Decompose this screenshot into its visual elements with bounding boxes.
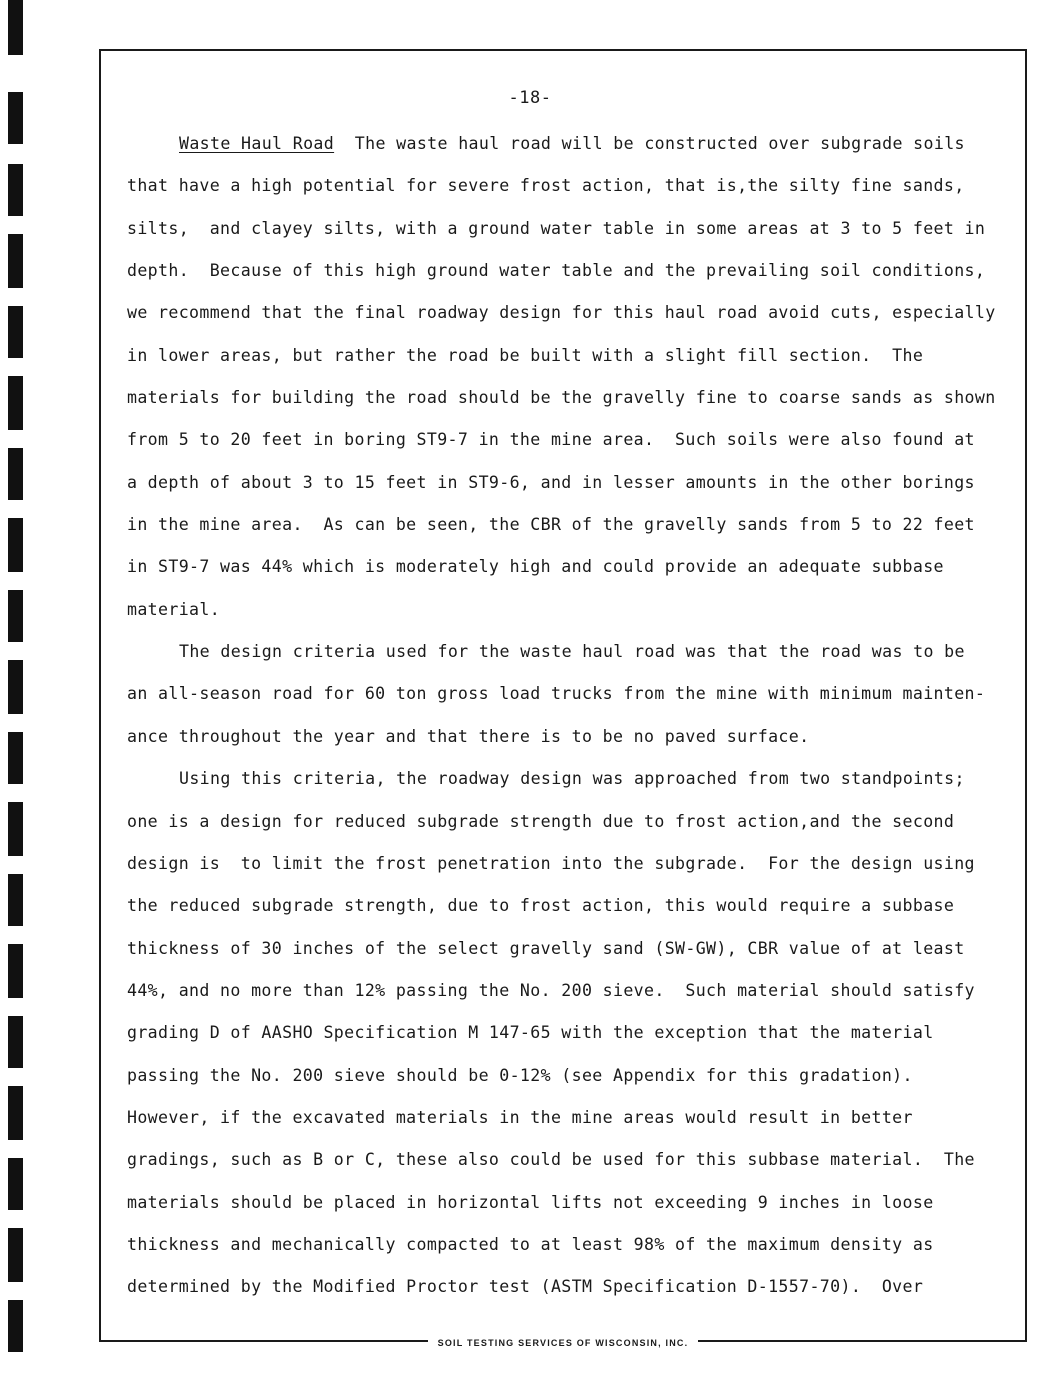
text-line: an all-season road for 60 ton gross load trucks from the mine with minimum mainten- [127, 684, 986, 704]
text-line: depth. Because of this high ground water table and the prevailing soil conditions, [127, 261, 986, 281]
binding-mark [8, 1158, 23, 1210]
binding-mark [8, 0, 23, 55]
text-line: materials for building the road should be the gravelly fine to coarse sands as shown [127, 388, 996, 408]
binding-mark [8, 1016, 23, 1068]
binding-mark [8, 1086, 23, 1140]
text-line: thickness and mechanically compacted to at least 98% of the maximum density as [127, 1234, 934, 1254]
text-line: in the mine area. As can be seen, the CBR of the gravelly sands from 5 to 22 feet [127, 515, 975, 535]
binding-mark [8, 660, 23, 714]
text-line: materials should be placed in horizontal lifts not exceeding 9 inches in loose [127, 1192, 934, 1212]
text-line: Using this criteria, the roadway design was approached from two standpoints; [179, 769, 965, 789]
text-line: that have a high potential for severe frost action, that is,the silty fine sands, [127, 176, 965, 196]
binding-mark [8, 1300, 23, 1352]
binding-mark [8, 376, 23, 430]
binding-mark [8, 802, 23, 856]
footer-company-name: SOIL TESTING SERVICES OF WISCONSIN, INC. [428, 1338, 699, 1348]
text-line: we recommend that the final roadway design for this haul road avoid cuts, especially [127, 303, 996, 323]
section-heading: Waste Haul Road [179, 134, 335, 153]
text-line: the reduced subgrade strength, due to frost action, this would require a subbase [127, 896, 955, 916]
text-line: The design criteria used for the waste haul road was that the road was to be [179, 642, 965, 662]
text-line: material. [127, 599, 221, 619]
text-line: grading D of AASHO Specification M 147-65 with the exception that the material [127, 1023, 934, 1043]
text-line: passing the No. 200 sieve should be 0-12% (see Appendix for this gradation). [127, 1065, 913, 1085]
binding-mark [8, 234, 23, 288]
body-text [127, 130, 1027, 1316]
text-line: from 5 to 20 feet in boring ST9-7 in the mine area. Such soils were also found at [127, 430, 975, 450]
binding-mark [8, 1228, 23, 1282]
text-line: However, if the excavated materials in the mine areas would result in better [127, 1107, 913, 1127]
text-line: gradings, such as B or C, these also could be used for this subbase material. The [127, 1150, 975, 1170]
binding-mark [8, 874, 23, 926]
text-line: 44%, and no more than 12% passing the No. 200 sieve. Such material should satisfy [127, 980, 975, 1000]
text-line: thickness of 30 inches of the select gravelly sand (SW-GW), CBR value of at least [127, 938, 965, 958]
binding-mark [8, 944, 23, 998]
binding-mark [8, 164, 23, 216]
text-line: design is to limit the frost penetration into the subgrade. For the design using [127, 853, 975, 873]
text-line: a depth of about 3 to 15 feet in ST9-6, and in lesser amounts in the other borings [127, 472, 975, 492]
text-line: silts, and clayey silts, with a ground water table in some areas at 3 to 5 feet in [127, 218, 986, 238]
text-line: determined by the Modified Proctor test (ASTM Specification D-1557-70). Over [127, 1277, 924, 1297]
binding-mark [8, 518, 23, 572]
page-number: -18- [508, 88, 552, 108]
binding-mark [8, 732, 23, 784]
text-line: one is a design for reduced subgrade strength due to frost action,and the second [127, 811, 955, 831]
text-line [127, 130, 1027, 172]
footer [101, 1331, 1025, 1350]
binding-marks [8, 0, 24, 1380]
binding-mark [8, 590, 23, 642]
text-line: ance throughout the year and that there is to be no paved surface. [127, 726, 810, 746]
binding-mark [8, 306, 23, 358]
text-line-content: The waste haul road will be constructed over subgrade soils [354, 134, 965, 153]
text-line: in ST9-7 was 44% which is moderately high and could provide an adequate subbase [127, 557, 944, 577]
text-line: in lower areas, but rather the road be built with a slight fill section. The [127, 345, 924, 365]
binding-mark [8, 448, 23, 500]
